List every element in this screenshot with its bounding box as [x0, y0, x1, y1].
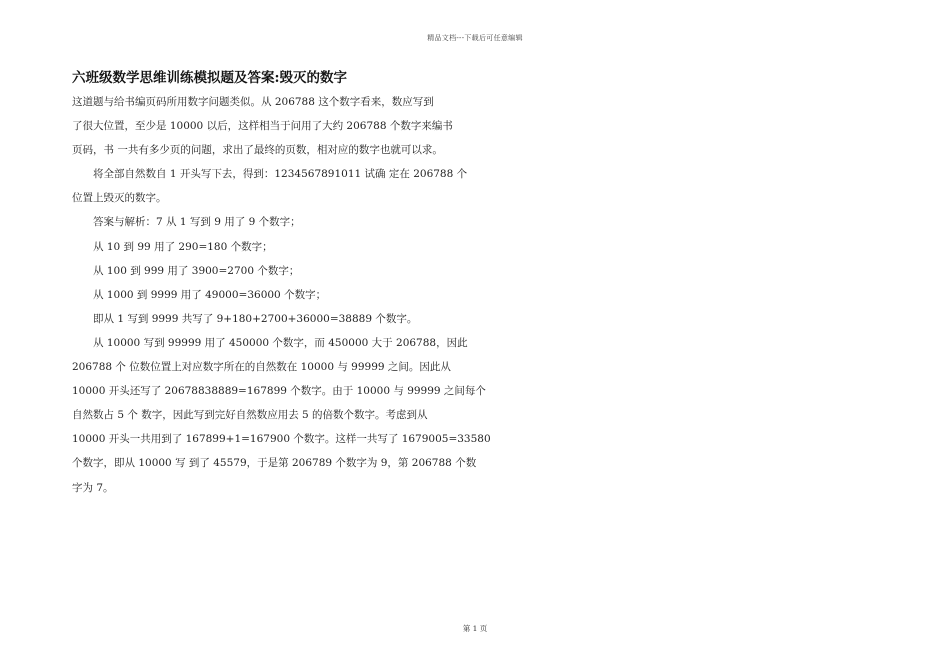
document-title: 六班级数学思维训练模拟题及答案:毁灭的数字	[72, 70, 347, 86]
text-line: 了很大位置，至少是 10000 以后，这样相当于问用了大约 206788 个数字来编书	[72, 120, 453, 133]
text-line: 位置上毁灭的数字。	[72, 192, 167, 205]
text-line: 这道题与给书编页码所用数字问题类似。从 206788 这个数字看来，数应写到	[72, 96, 434, 108]
text-line: 字为 7。	[72, 481, 114, 494]
text-line: 将全部自然数自 1 开头写下去，得到：1234567891011 试确 定在 206788 个	[93, 168, 468, 181]
text-line: 即从 1 写到 9999 共写了 9+180+2700+36000=38889 个数字。	[93, 312, 418, 325]
text-line: 从 100 到 999 用了 3900=2700 个数字；	[93, 264, 300, 277]
text-line: 206788 个 位数位置上对应数字所在的自然数在 10000 与 99999 之间。因此从	[72, 361, 451, 374]
text-line: 页码，书 一共有多少页的问题，求出了最终的页数，相对应的数字也就可以求。	[72, 144, 443, 157]
page-header: 精品文档---下载后可任意编辑	[427, 34, 523, 42]
text-line: 从 10000 写到 99999 用了 450000 个数字，而 450000 大于 206788，因此	[93, 336, 468, 349]
text-line: 10000 开头还写了 20678838889=167899 个数字。由于 10000 与 99999 之间每个	[72, 385, 486, 398]
text-line: 从 1000 到 9999 用了 49000=36000 个数字；	[93, 288, 327, 301]
text-line: 自然数占 5 个 数字，因此写到完好自然数应用去 5 的倍数个数字。考虑到从	[72, 409, 428, 422]
document-body	[72, 90, 502, 500]
text-line: 10000 开头一共用到了 167899+1=167900 个数字。这样一共写了 1679005=33580	[72, 433, 491, 446]
page-footer: 第 1 页	[462, 624, 488, 633]
text-line: 个数字，即从 10000 写 到了 45579，于是第 206789 个数字为 9，第 206788 个数	[72, 457, 477, 470]
text-line: 从 10 到 99 用了 290=180 个数字；	[93, 240, 273, 253]
text-line: 答案与解析：7 从 1 写到 9 用了 9 个数字；	[93, 216, 301, 229]
